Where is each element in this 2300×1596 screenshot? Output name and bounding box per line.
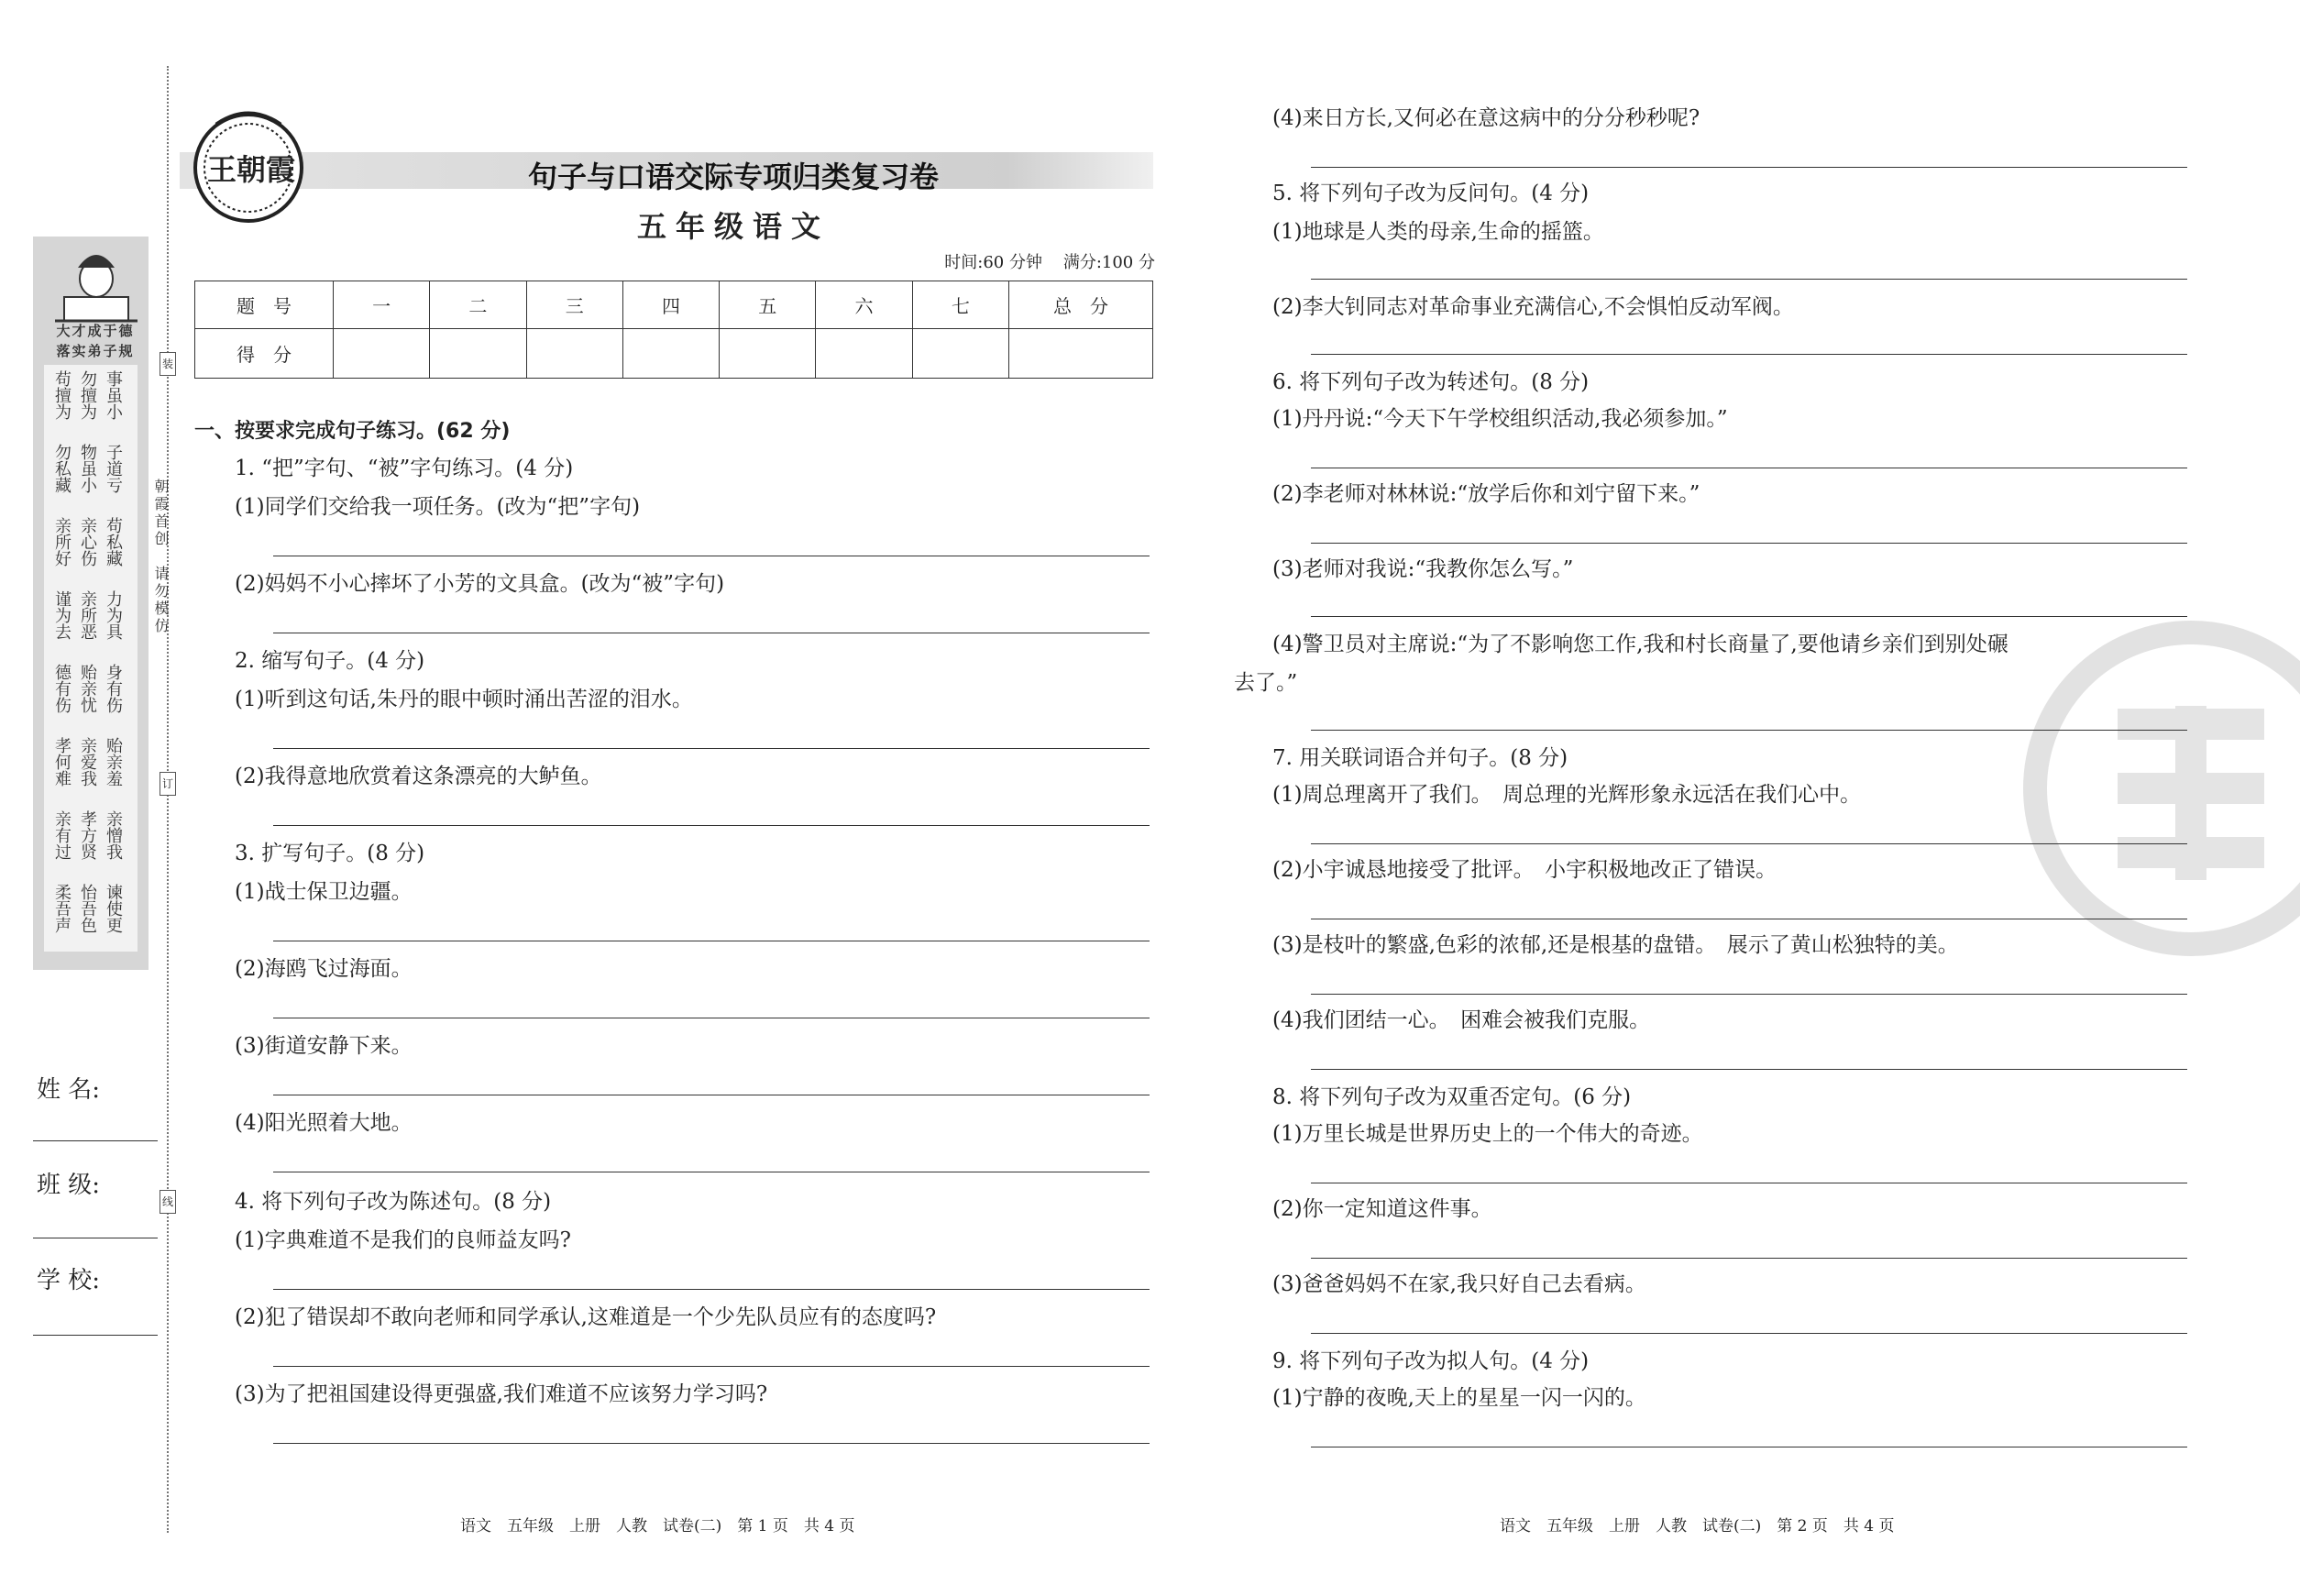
score-cell[interactable] — [720, 329, 816, 379]
score-header-cell: 七 — [912, 281, 1008, 329]
question-heading: 1. “把”字句、“被”字句练习。(4 分) — [235, 457, 574, 480]
class-label: 班 级: — [37, 1172, 101, 1199]
score-cell[interactable] — [622, 329, 719, 379]
answer-line[interactable] — [273, 748, 1150, 749]
rule-column: 柔吾声 — [52, 884, 72, 933]
rule-column: 力为具 — [104, 590, 123, 640]
question-item: (1)听到这句话,朱丹的眼中顿时涌出苦涩的泪水。 — [235, 688, 693, 711]
rule-column: 怡吾色 — [78, 884, 97, 933]
question-item: (1)丹丹说:“今天下午学校组织活动,我必须参加。” — [1272, 407, 1728, 431]
score-header-cell: 五 — [720, 281, 816, 329]
question-item: (2)李大钊同志对革命事业充满信心,不会惧怕反动军阀。 — [1272, 295, 1794, 319]
rule-column: 谨为去 — [52, 590, 72, 640]
answer-line[interactable] — [1311, 167, 2187, 168]
page-footer-right: 语文 五年级 上册 人教 试卷(二) 第 2 页 共 4 页 — [1500, 1517, 1895, 1535]
page-footer-left: 语文 五年级 上册 人教 试卷(二) 第 1 页 共 4 页 — [460, 1517, 855, 1535]
score-header-cell: 题 号 — [195, 281, 334, 329]
question-heading: 3. 扩写句子。(8 分) — [235, 842, 425, 865]
score-cell[interactable] — [912, 329, 1008, 379]
student-illustration — [46, 242, 147, 334]
rule-column: 谏使更 — [104, 884, 123, 933]
answer-line[interactable] — [273, 1443, 1150, 1444]
exam-full-score: 满分:100 分 — [1062, 253, 1155, 272]
rule-column: 贻亲羞 — [104, 737, 123, 787]
score-row-label: 得 分 — [195, 329, 334, 379]
answer-line[interactable] — [1311, 843, 2187, 844]
score-cell[interactable] — [816, 329, 912, 379]
motto-line-1: 大才成于德 — [56, 323, 135, 339]
rule-column: 身有伤 — [104, 664, 123, 713]
rule-column: 苟私藏 — [104, 517, 123, 567]
question-item: (4)来日方长,又何必在意这病中的分分秒秒呢? — [1272, 106, 1700, 130]
answer-line[interactable] — [273, 825, 1150, 826]
rule-column: 事虽小 — [104, 370, 123, 420]
score-header-cell: 一 — [334, 281, 430, 329]
exam-meta — [825, 249, 1155, 273]
rule-column: 勿私藏 — [52, 444, 72, 493]
question-item: (2)妈妈不小心摔坏了小芳的文具盒。(改为“被”字句) — [235, 572, 725, 596]
question-item: (1)字典难道不是我们的良师益友吗? — [235, 1228, 571, 1252]
question-item: (3)为了把祖国建设得更强盛,我们难道不应该努力学习吗? — [235, 1382, 768, 1406]
answer-line[interactable] — [1311, 279, 2187, 280]
score-cell[interactable] — [1009, 329, 1153, 379]
page-title: 句子与口语交际专项归类复习卷 — [527, 160, 939, 194]
school-field[interactable] — [33, 1335, 158, 1336]
score-header-cell: 三 — [526, 281, 622, 329]
copyright-note: 朝霞首创 请勿模仿 — [152, 479, 170, 635]
rule-column: 亲心伤 — [78, 517, 97, 567]
question-item: (2)你一定知道这件事。 — [1272, 1197, 1492, 1221]
question-item: (4)我们团结一心。 困难会被我们克服。 — [1272, 1008, 1651, 1032]
question-item: (1)战士保卫边疆。 — [235, 880, 413, 904]
score-cell[interactable] — [430, 329, 526, 379]
question-heading: 7. 用关联词语合并句子。(8 分) — [1272, 746, 1568, 770]
answer-line[interactable] — [273, 1366, 1150, 1367]
question-heading: 6. 将下列句子改为转述句。(8 分) — [1272, 370, 1590, 394]
question-item: (1)同学们交给我一项任务。(改为“把”字句) — [235, 495, 641, 519]
binding-line — [167, 66, 169, 1533]
logo-text: 王朝霞 — [207, 152, 296, 187]
question-item: (3)是枝叶的繁盛,色彩的浓郁,还是根基的盘错。 展示了黄山松独特的美。 — [1272, 933, 1959, 957]
seal-char: 订 — [160, 772, 176, 796]
question-heading: 8. 将下列句子改为双重否定句。(6 分) — [1272, 1085, 1632, 1109]
answer-line[interactable] — [273, 1289, 1150, 1290]
answer-line[interactable] — [1311, 616, 2187, 617]
rule-column: 亲有过 — [52, 810, 72, 860]
page-subtitle: 五年级语文 — [636, 209, 830, 244]
question-heading: 4. 将下列句子改为陈述句。(8 分) — [235, 1190, 552, 1214]
answer-line[interactable] — [1311, 543, 2187, 544]
section-heading: 一、按要求完成句子练习。(62 分) — [194, 420, 511, 443]
school-label: 学 校: — [37, 1267, 101, 1294]
question-heading: 2. 缩写句子。(4 分) — [235, 649, 425, 673]
answer-line[interactable] — [1311, 730, 2187, 731]
question-item: (2)小宇诚恳地接受了批评。 小宇积极地改正了错误。 — [1272, 858, 1777, 882]
rule-column: 子道亏 — [104, 444, 123, 493]
answer-line[interactable] — [1311, 1069, 2187, 1070]
question-item: (1)宁静的夜晚,天上的星星一闪一闪的。 — [1272, 1386, 1646, 1410]
score-header-cell: 总 分 — [1009, 281, 1153, 329]
question-item: (1)地球是人类的母亲,生命的摇篮。 — [1272, 220, 1604, 244]
question-item: (1)万里长城是世界历史上的一个伟大的奇迹。 — [1272, 1122, 1703, 1146]
score-header-cell: 二 — [430, 281, 526, 329]
question-heading: 5. 将下列句子改为反问句。(4 分) — [1272, 182, 1590, 205]
rule-column: 亲所好 — [52, 517, 72, 567]
question-item: (2)犯了错误却不敢向老师和同学承认,这难道是一个少先队员应有的态度吗? — [235, 1305, 937, 1329]
question-item: (3)爸爸妈妈不在家,我只好自己去看病。 — [1272, 1272, 1646, 1296]
question-item: (2)李老师对林林说:“放学后你和刘宁留下来。” — [1272, 482, 1700, 506]
question-item: (1)周总理离开了我们。 周总理的光辉形象永远活在我们心中。 — [1272, 783, 1862, 807]
rule-column: 亲所恶 — [78, 590, 97, 640]
answer-line[interactable] — [1311, 354, 2187, 355]
watermark-seal — [2017, 614, 2300, 963]
question-heading: 9. 将下列句子改为拟人句。(4 分) — [1272, 1349, 1590, 1373]
score-header-cell: 六 — [816, 281, 912, 329]
question-item: (3)老师对我说:“我教你怎么写。” — [1272, 557, 1574, 581]
question-item: (2)海鸥飞过海面。 — [235, 957, 413, 981]
rule-column: 亲爱我 — [78, 737, 97, 787]
score-cell[interactable] — [526, 329, 622, 379]
seal-char: 线 — [160, 1190, 176, 1214]
rule-column: 勿擅为 — [78, 370, 97, 420]
rule-column: 物虽小 — [78, 444, 97, 493]
motto-line-2: 落实弟子规 — [56, 343, 135, 359]
question-item-continued: 去了。” — [1234, 671, 1298, 695]
name-label: 姓 名: — [37, 1076, 101, 1104]
answer-line[interactable] — [1311, 1258, 2187, 1259]
question-item: (3)街道安静下来。 — [235, 1034, 413, 1058]
rule-column: 贻亲忧 — [78, 664, 97, 713]
rule-column: 德有伤 — [52, 664, 72, 713]
score-table — [194, 281, 1153, 379]
score-header-cell: 四 — [622, 281, 719, 329]
question-item: (4)警卫员对主席说:“为了不影响您工作,我和村长商量了,要他请乡亲们到别处碾 — [1272, 633, 2008, 656]
rule-column: 孝方贤 — [78, 810, 97, 860]
exam-time: 时间:60 分钟 — [944, 253, 1042, 272]
rule-column: 苟擅为 — [52, 370, 72, 420]
seal-char: 装 — [160, 352, 176, 376]
score-cell[interactable] — [334, 329, 430, 379]
rule-column: 孝何难 — [52, 737, 72, 787]
answer-line[interactable] — [1311, 1333, 2187, 1334]
name-field[interactable] — [33, 1140, 158, 1141]
rule-column: 亲憎我 — [104, 810, 123, 860]
question-item: (4)阳光照着大地。 — [235, 1111, 413, 1135]
answer-line[interactable] — [1311, 994, 2187, 995]
question-item: (2)我得意地欣赏着这条漂亮的大鲈鱼。 — [235, 765, 602, 788]
